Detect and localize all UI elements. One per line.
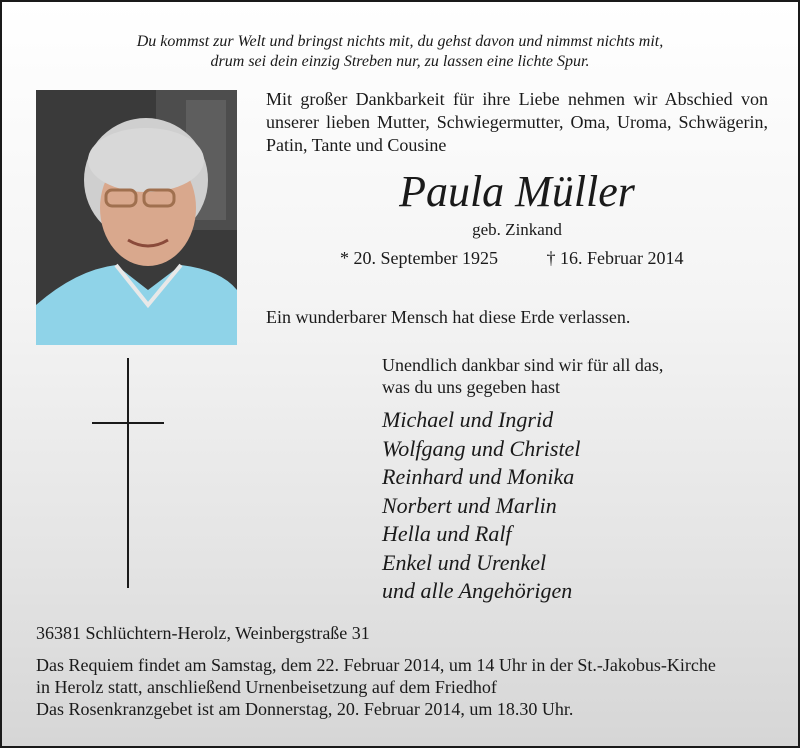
mourner: und alle Angehörigen [382, 578, 573, 603]
mourners-list [382, 406, 580, 606]
intro-text: Mit großer Dankbarkeit für ihre Liebe nehmen wir Abschied von unserer lieben Mutter, Schwiegermutter, Oma, Uroma, Schwägerin, Patin, Tante und Cousine [266, 89, 768, 155]
tagline: Ein wunderbarer Mensch hat diese Erde verlassen. [266, 307, 631, 327]
service-info [36, 654, 716, 720]
life-dates [340, 248, 683, 269]
mourner: Hella und Ralf [382, 521, 512, 546]
thanks-line-1: Unendlich dankbar sind wir für all das, [382, 355, 664, 375]
portrait-illustration [36, 90, 237, 345]
motto-line-2: drum sei dein einzig Streben nur, zu lassen eine lichte Spur. [210, 53, 590, 70]
motto-line-1: Du kommst zur Welt und bringst nichts mit, du gehst davon und nimmst nichts mit, [136, 33, 664, 50]
mourner: Wolfgang und Christel [382, 435, 581, 461]
deceased-name: Paula Müller [399, 167, 635, 216]
birth-date: * 20. September 1925 [340, 248, 498, 268]
mourner: Michael und Ingrid [382, 407, 554, 432]
service-line-1: Das Requiem findet am Samstag, dem 22. Februar 2014, um 14 Uhr in der St.-Jakobus-Kirche [36, 655, 716, 675]
thanks-line-2: was du uns gegeben hast [382, 377, 560, 397]
mourner: Norbert und Marlin [382, 492, 557, 518]
address: 36381 Schlüchtern-Herolz, Weinbergstraße 31 [36, 623, 370, 643]
motto-verse [2, 32, 798, 72]
mourner: Enkel und Urenkel [382, 549, 547, 575]
death-date: † 16. Februar 2014 [546, 248, 684, 268]
thanks-text [382, 354, 663, 398]
service-line-3: Das Rosenkranzgebet ist am Donnerstag, 20. Februar 2014, um 18.30 Uhr. [36, 699, 574, 719]
mourner: Reinhard und Monika [382, 464, 575, 489]
service-line-2: in Herolz statt, anschließend Urnenbeisetzung auf dem Friedhof [36, 677, 497, 697]
cross-icon [92, 358, 164, 588]
birth-name: geb. Zinkand [472, 220, 562, 239]
portrait-photo [36, 90, 237, 345]
